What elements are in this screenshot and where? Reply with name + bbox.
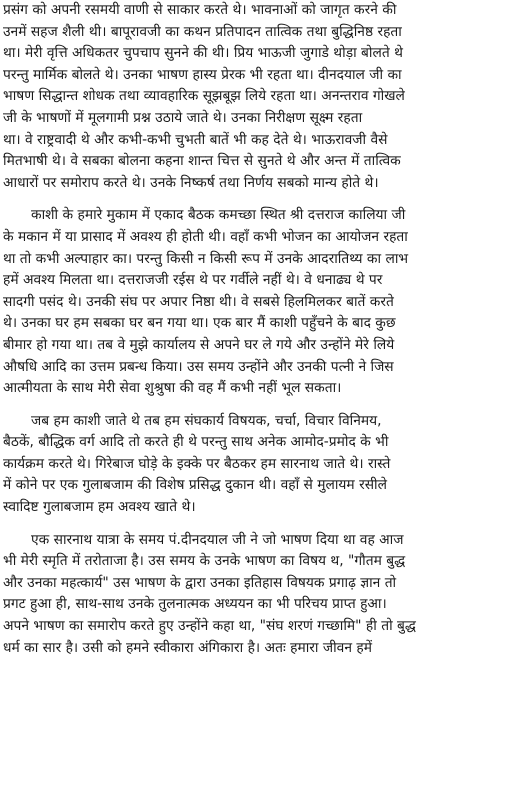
paragraph-gap (3, 519, 527, 530)
text-line: बैठकें, बौद्धिक वर्ग आदि तो करते ही थे परन्तु साथ अनेक आमोद-प्रमोद के भी (3, 434, 389, 451)
text-line: आधारों पर समोराप करते थे। उनके निष्कर्ष तथा निर्णय सबको मान्य होते थे। (3, 174, 379, 191)
text-line: प्रगट हुआ ही, साथ-साथ उनके तुलनात्मक अध्ययन का भी परिचय प्राप्त हुआ। (3, 596, 387, 613)
text-line: जी के भाषणों में मूलगामी प्रश्न उठाये जाते थे। उनका निरीक्षण सूक्ष्म रहता (3, 109, 363, 126)
text-line: था तो कभी अल्पाहार का। परन्तु किसी न किसी रूप में उनके आदरातिथ्य का लाभ (3, 250, 409, 267)
paragraph-gap (3, 194, 527, 205)
text-line: था। मेरी वृत्ति अधिकतर चुपचाप सुनने की थी। प्रिय भाऊजी जुगाडे थोड़ा बोलते थे (3, 45, 403, 62)
text-line: था। वे राष्ट्रवादी थे और कभी-कभी चुभती बातें भी कह देते थे। भाऊरावजी वैसे (3, 131, 388, 148)
text-line: मितभाषी थे। वे सबका बोलना कहना शान्त चित्त से सुनते थे और अन्त में तात्विक (3, 153, 401, 170)
text-line: अपने भाषण का समारोप करते हुए उन्होंने कहा था, "संघ शरणं गच्छामि" ही तो बुद्ध (3, 618, 416, 635)
text-line: जब हम काशी जाते थे तब हम संघकार्य विषयक, चर्चा, विचार विनिमय, (31, 412, 382, 429)
text-line: सादगी पसंद थे। उनकी संघ पर अपार निष्ठा थी। वे सबसे हिलमिलकर बातें करते (3, 293, 394, 310)
text-line: स्वादिष्ट गुलाबजाम हम अवश्य खाते थे। (3, 499, 196, 516)
document-page (3, 0, 527, 800)
text-line: में कोने पर एक गुलाबजाम की विशेष प्रसिद्ध दुकान थी। वहाँ से मुलायम रसीले (3, 477, 387, 494)
text-line: काशी के हमारे मुकाम में एकाद बैठक कमच्छा स्थित श्री दत्तराज कालिया जी (31, 207, 406, 224)
paragraph-gap (3, 400, 527, 411)
text-line: धर्म का सार है। उसी को हमने स्वीकारा अंगिकारा है। अतः हमारा जीवन हमें (3, 639, 372, 656)
text-line: प्रसंग को अपनी रसमयी वाणी से साकार करते थे। भावनाओं को जागृत करने की (3, 2, 397, 18)
text-line: थे। उनका घर हम सबका घर बन गया था। एक बार मैं काशी पहुँचने के बाद कुछ (3, 315, 396, 332)
text-line: उनमें सहज शैली थी। बापूरावजी का कथन प्रतिपादन तात्विक तथा बुद्धिनिष्ठ रहता (3, 23, 402, 40)
text-line: के मकान में या प्रासाद में अवश्य ही होती थी। वहाँ कभी भोजन का आयोजन रहता (3, 228, 408, 245)
text-line: परन्तु मार्मिक बोलते थे। उनका भाषण हास्य प्रेरक भी रहता था। दीनदयाल जी का (3, 66, 402, 83)
text-line: हमें अवश्य मिलता था। दत्तराजजी रईस थे पर गर्वीले नहीं थे। वे धनाढ्य थे पर (3, 272, 383, 289)
text-line: और उनका महत्कार्य" उस भाषण के द्वारा उनका इतिहास विषयक प्रगाढ़ ज्ञान तो (3, 574, 397, 591)
paragraph-2 (3, 205, 527, 399)
paragraph-1 (3, 0, 527, 194)
paragraph-4 (3, 530, 527, 660)
text-line: भाषण सिद्धान्त शोधक तथा व्यावहारिक सूझबूझ लिये रहता था। अनन्तराव गोखले (3, 88, 405, 105)
text-line: एक सारनाथ यात्रा के समय पं.दीनदयाल जी ने जो भाषण दिया था वह आज (31, 531, 404, 548)
text-line: बीमार हो गया था। तब वे मुझे कार्यालय से अपने घर ले गये और उन्होंने मेरे लिये (3, 336, 395, 353)
paragraph-3 (3, 411, 527, 519)
text-line: भी मेरी स्मृति में तरोताजा है। उस समय के उनके भाषण का विषय थ, "गौतम बुद्ध (3, 553, 406, 570)
text-line: औषधि आदि का उत्तम प्रबन्ध किया। उस समय उन्होंने और उनकी पत्नी ने जिस (3, 358, 394, 375)
text-line: कार्यक्रम करते थे। गिरेबाज घोड़े के इक्के पर बैठकर हम सारनाथ जाते थे। रास्ते (3, 455, 391, 472)
text-line: आत्मीयता के साथ मेरी सेवा शुश्रुषा की वह मैं कभी नहीं भूल सकता। (3, 380, 342, 397)
